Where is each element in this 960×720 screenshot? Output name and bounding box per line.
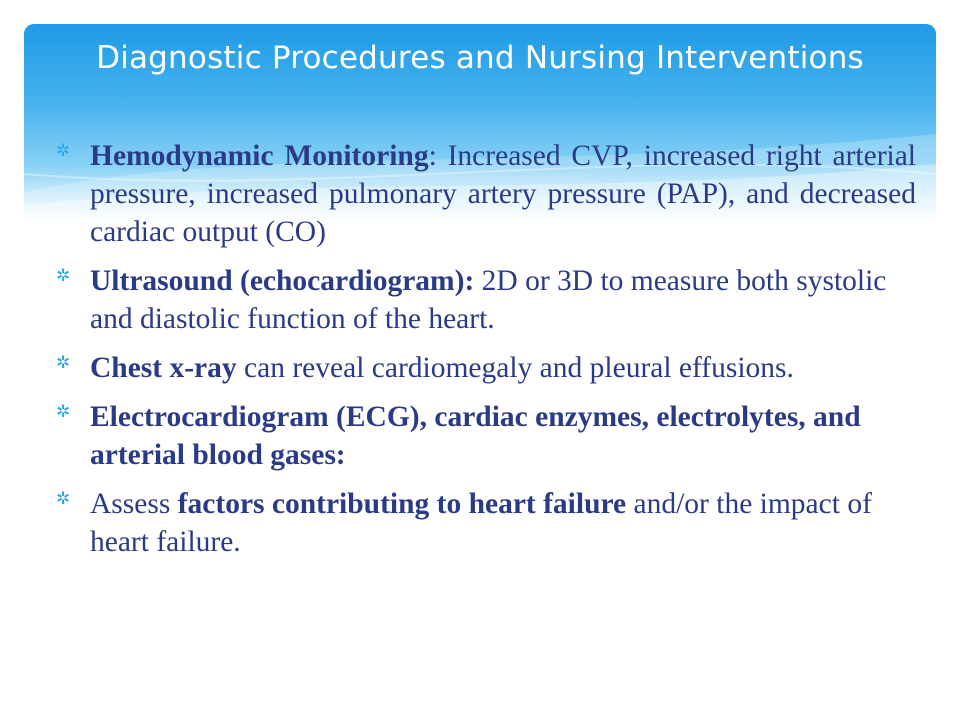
bullet-item-ultrasound	[56, 262, 916, 338]
bullet-detail: 2D or 3D to measure both systolic and diastolic function of the heart.	[90, 265, 887, 335]
bold-term: Hemodynamic Monitoring	[90, 140, 429, 172]
bullet-detail: can reveal cardiomegaly and pleural effusions.	[236, 352, 794, 384]
bullet-item-hemodynamic	[56, 137, 916, 251]
bullet-text	[90, 349, 916, 387]
bullet-text	[90, 398, 916, 474]
asterisk-icon: ✲	[56, 489, 71, 509]
bullet-item-chest-xray	[56, 349, 916, 387]
bullet-detail: : Increased CVP, increased right arterial pressure, increased pulmonary artery pressure (PAP), and decreased cardiac output (CO)	[90, 140, 917, 248]
bullet-text	[90, 485, 916, 561]
bullet-item-assess	[56, 485, 916, 561]
bullet-detail: and/or the impact of heart failure.	[90, 488, 872, 558]
bullet-text	[90, 137, 916, 251]
bold-term: Ultrasound (echocardiogram):	[90, 265, 475, 297]
slide-title: Diagnostic Procedures and Nursing Interventions	[96, 40, 864, 76]
bold-term: Chest x-ray	[90, 352, 237, 384]
asterisk-icon: ✲	[56, 353, 71, 373]
bullet-item-ecg	[56, 398, 916, 474]
bullet-text	[90, 262, 916, 338]
asterisk-icon: ✲	[56, 266, 71, 286]
bullet-list	[56, 137, 916, 572]
asterisk-icon: ✲	[56, 141, 71, 161]
bullet-lead: Assess	[90, 488, 178, 520]
bold-term: Electrocardiogram (ECG), cardiac enzymes, electrolytes, and arterial blood gases:	[90, 401, 861, 471]
bold-term: factors contributing to heart failure	[177, 488, 627, 520]
asterisk-icon: ✲	[56, 402, 71, 422]
